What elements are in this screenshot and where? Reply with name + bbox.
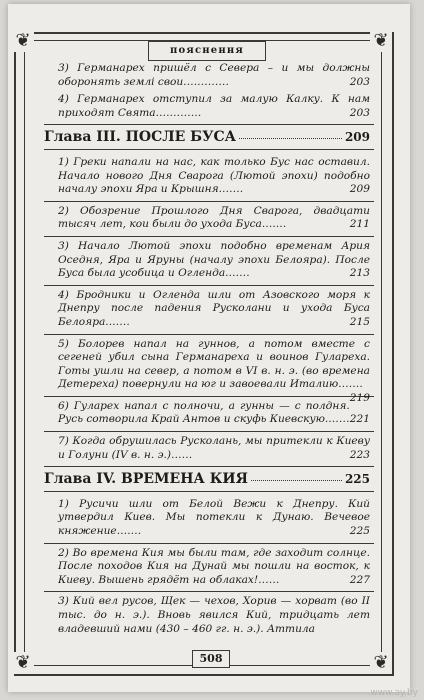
toc-entry-page: 223 [349,448,370,461]
toc-entry: 4) Бродники и Огленда шли от Азовского моря к Днепру после падения Русколани и ухода Буса Белояра.…… 215 [58,288,370,328]
toc-entry-page: 225 [349,525,370,538]
running-header [148,41,266,61]
toc-entry-page: 203 [349,106,370,119]
table-of-contents [44,62,370,640]
chapter-page: 209 [344,130,370,145]
section-divider [44,466,374,467]
toc-entry: 3) Германарех пришёл с Севера – и мы должны оборонять землі свои.………… 203 [58,62,370,88]
toc-entry-text: 1) Русичи шли от Белой Вежи к Днепру. Кий утвердил Киев. Мы потекли к Дунаю. Вечевое княжение. [58,497,370,538]
toc-entry-text: 1) Греки напали на нас, как только Бус нас оставил. Начало нового Дня Сварога (Лютой эпохи) подобно началу эпохи Яра и Крышня. [58,155,370,196]
running-header-title: пояснення [170,45,244,56]
toc-entry-page: 213 [349,267,370,280]
toc-entry-text: 5) Болорев напал на гуннов, а потом вместе с сегеней убил сына Германареха и воинов Гулареха. Готы ушли на север, а потом в VI в. н. э. (во времена Детереха) повернули на юг и завоевали Италию. [58,337,370,391]
toc-entry-page: 209 [349,183,370,196]
watermark: www.ay.by [370,688,418,698]
section-divider [44,149,374,150]
toc-entry: 2) Обозрение Прошлого Дня Сварога, двадцати тысяч лет, кои были до ухода Буса.…… 211 [58,204,370,231]
toc-entry: 3) Начало Лютой эпохи подобно временам Ария Оседня, Яра и Яруны (началу эпохи Белояра). После Буса была усобица и Огленда.…… 213 [58,239,370,280]
toc-entry-text: 3) Начало Лютой эпохи подобно временам Ария Оседня, Яра и Яруны (началу эпохи Белояра). После Буса была усобица и Огленда. [58,239,370,280]
entry-divider [44,591,374,592]
corner-ornament-bottom-right: ❦ [370,652,392,674]
entry-divider [44,285,374,286]
toc-entry-text: 3) Германарех пришёл с Севера – и мы должны оборонять землі свои. [58,62,370,88]
toc-entry-page: 221 [349,413,370,426]
corner-ornament-bottom-left: ❦ [12,652,34,674]
page-number: 508 [192,650,230,668]
toc-entry-text: 2) Обозрение Прошлого Дня Сварога, двадцати тысяч лет, кои были до ухода Буса. [58,204,370,231]
leader-dots [251,480,342,481]
toc-entry-text: 3) Кий вел русов, Щек — чехов, Хорив — хорват (во II тыс. до н. э.). Вновь явился Кий, тридцать лет владевший нами (430 – 460 гг. н. э.). Аттила [58,595,370,635]
entry-divider [44,543,374,544]
toc-entry: 2) Во времена Кия мы были там, где заходит солнце. После походов Кия на Дунай мы пошли на восток, к Киеву. Вышень грядёт на облаках!…… 227 [58,546,370,586]
toc-entry-page: 215 [349,315,370,328]
section-divider [44,124,374,125]
entry-divider [44,201,374,202]
toc-entry-page: 227 [349,573,370,586]
toc-entry: 4) Германарех отступил за малую Калку. К нам приходят Свята.………… 203 [58,93,370,119]
corner-ornament-top-left: ❦ [12,30,34,52]
toc-entry-text: 7) Когда обрушилась Русколань, мы притекли к Киеву и Голуни (IV в. н. э.) [58,435,370,461]
entry-divider [44,236,374,237]
section-divider [44,491,374,492]
toc-entry: 5) Болорев напал на гуннов, а потом вместе с сегеней убил сына Германареха и воинов Гулареха. Готы ушли на север, а потом в VI в. н. э. (во времена Детереха) повернули на юг и завоевали Италию.…… 219 [58,337,370,404]
toc-entry-page: 211 [349,218,370,231]
toc-entry: 1) Русичи шли от Белой Вежи к Днепру. Кий утвердил Киев. Мы потекли к Дунаю. Вечевое княжение.…… 225 [58,497,370,538]
toc-entry-page: 203 [349,75,370,88]
chapter-heading [44,473,370,487]
chapter-heading [44,131,370,145]
toc-entry-page: 219 [349,391,370,404]
toc-entry [58,595,370,636]
entry-divider [44,431,374,432]
toc-entry-text: 6) Гуларех напал с полночи, а гунны — с полдня. Русь сотворила Край Антов и скуфь Киевскую. [58,399,350,426]
entry-divider [44,334,374,335]
toc-entry: 7) Когда обрушилась Русколань, мы притекли к Киеву и Голуни (IV в. н. э.)…… 223 [58,435,370,461]
toc-entry-text: 4) Бродники и Огленда шли от Азовского моря к Днепру после падения Русколани и ухода Буса Белояра. [58,288,370,328]
toc-entry-text: 2) Во времена Кия мы были там, где заходит солнце. После походов Кия на Дунай мы пошли на восток, к Киеву. Вышень грядёт на облаках! [58,546,370,586]
chapter-title: Глава IV. ВРЕМЕНА КИЯ [44,471,249,488]
toc-entry-text: 4) Германарех отступил за малую Калку. К нам приходят Свята. [58,93,370,119]
chapter-title: Глава III. ПОСЛЕ БУСА [44,129,237,146]
corner-ornament-top-right: ❦ [370,30,392,52]
toc-entry: 6) Гуларех напал с полночи, а гунны — с полдня. Русь сотворила Край Антов и скуфь Киевскую.…… 221 [58,399,370,426]
toc-entry: 1) Греки напали на нас, как только Бус нас оставил. Начало нового Дня Сварога (Лютой эпохи) подобно началу эпохи Яра и Крышня.…… 209 [58,155,370,196]
chapter-page: 225 [344,472,370,487]
entry-divider [44,396,374,397]
leader-dots [239,138,342,139]
